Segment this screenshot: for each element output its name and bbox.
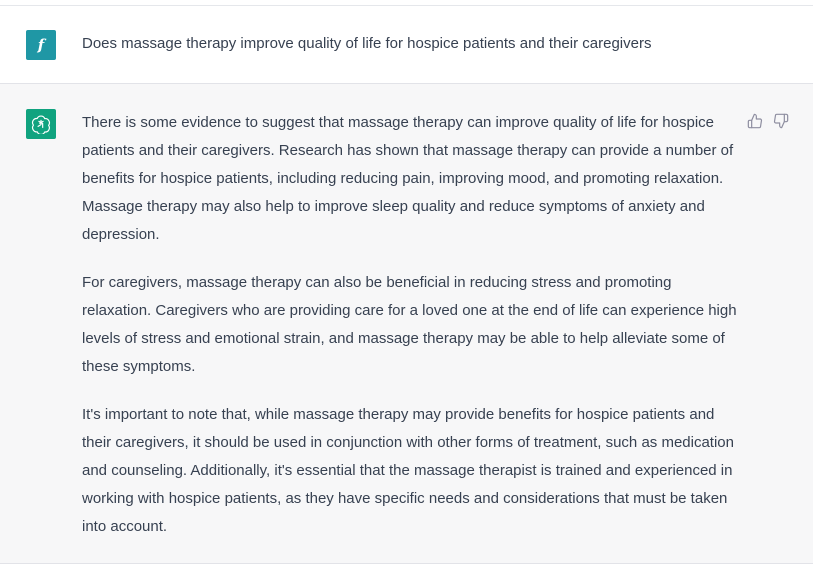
user-avatar-letter: f [37, 36, 45, 54]
answer-paragraph: It's important to note that, while massage therapy may provide benefits for hospice patients and their caregivers, it should be used in conjunction with other forms of treatment, such as medication and counseling. Additionally, it's essential that the massage therapist is trained and experienced in working with hospice patients, as they have specific needs and considerations that must be taken into account. [82, 406, 734, 535]
user-avatar [26, 30, 56, 60]
feedback-buttons [746, 112, 790, 130]
openai-logo-icon [31, 114, 51, 134]
bottom-area [0, 564, 813, 577]
answer-paragraph: There is some evidence to suggest that massage therapy can improve quality of life for hospice patients and their caregivers. Research has shown that massage therapy can provide a number of benefits for hospice patients, including reducing pain, improving mood, and promoting relaxation. Massage therapy may also help to improve sleep quality and reduce symptoms of anxiety and depression. [82, 114, 734, 243]
user-message-row [0, 6, 813, 84]
answer-paragraph: For caregivers, massage therapy can also be beneficial in reducing stress and promoting relaxation. Caregivers who are providing care for a loved one at the end of life can experience high levels of stress and emotional strain, and massage therapy may be able to help alleviate some of these symptoms. [82, 274, 737, 375]
assistant-message-row [0, 84, 813, 564]
thumbs-up-icon [747, 113, 763, 129]
thumbs-down-button[interactable] [772, 112, 790, 130]
thumbs-down-icon [773, 113, 789, 129]
assistant-message-body [82, 109, 742, 561]
user-message-text: Does massage therapy improve quality of life for hospice patients and their caregivers [82, 35, 652, 52]
thumbs-up-button[interactable] [746, 112, 764, 130]
assistant-avatar [26, 109, 56, 139]
